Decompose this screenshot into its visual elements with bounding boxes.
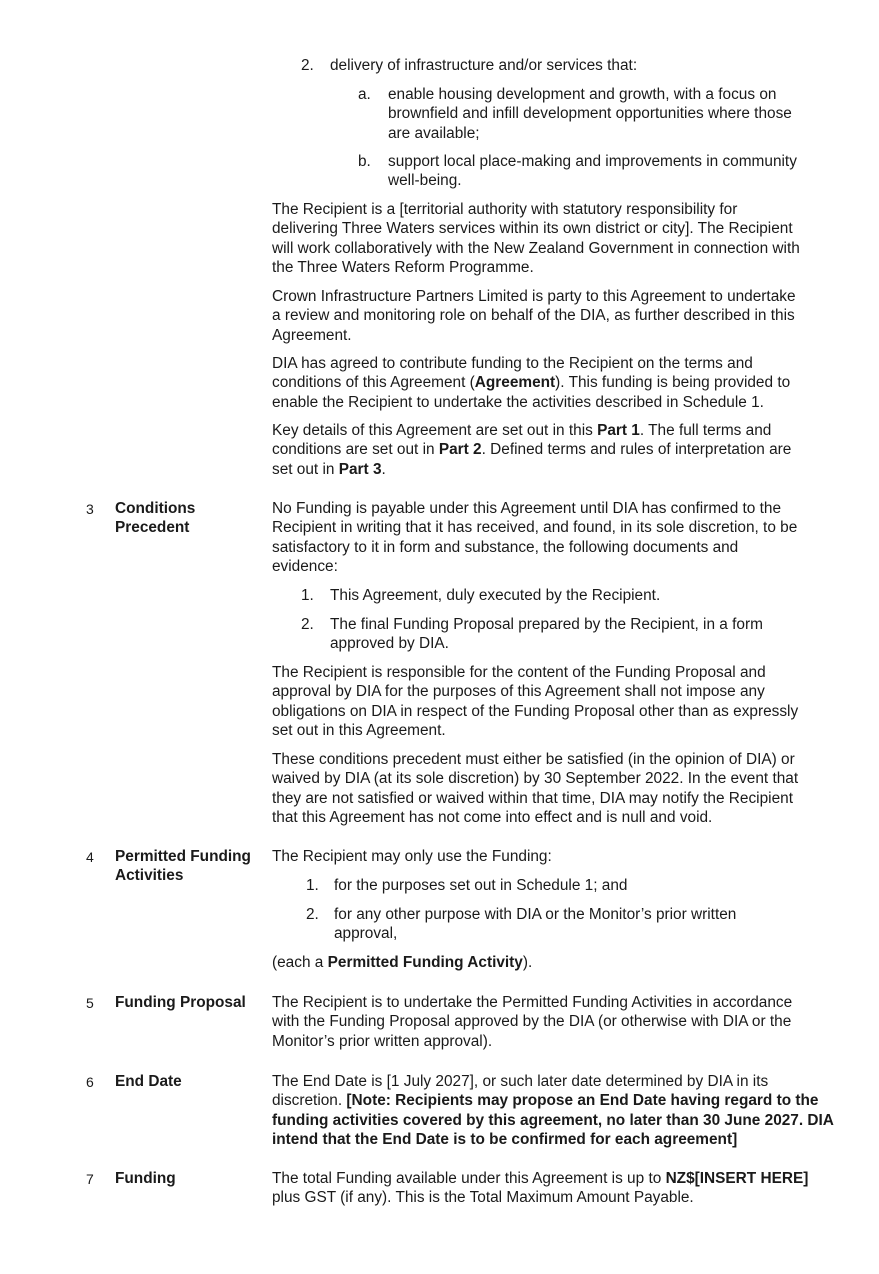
intro-paragraph-cip: Crown Infrastructure Partners Limited is party to this Agreement to undertake a review and monitoring role on behalf of the DIA, as further described in this Agreement. xyxy=(272,288,796,344)
list-marker: a. xyxy=(358,86,371,103)
list-item-text: for any other purpose with DIA or the Monitor’s prior written approval, xyxy=(334,906,737,943)
section-paragraph: No Funding is payable under this Agreement until DIA has confirmed to the Recipient in writing that it has received, and found, in its sole discretion, to be satisfactory to it in form and substance, the following documents and evidence: xyxy=(272,500,798,576)
section-number: 7 xyxy=(86,1171,94,1187)
intro-paragraph-recipient: The Recipient is a [territorial authority with statutory responsibility for delivering Three Waters services within its own district or city]. The Recipient will work collaboratively with the New Zealand Government in connection with the Three Waters Reform Programme. xyxy=(272,201,800,277)
list-marker: 1. xyxy=(306,877,319,894)
section-number: 4 xyxy=(86,849,94,865)
list-item-text: for the purposes set out in Schedule 1; and xyxy=(334,877,628,894)
section-heading: End Date xyxy=(115,1073,182,1090)
section-paragraph: The Recipient is responsible for the content of the Funding Proposal and approval by DIA for the purposes of this Agreement shall not impose any obligations on DIA in respect of the Funding Proposal other than as expressly set out in this Agreement. xyxy=(272,664,799,740)
list-item-text: support local place-making and improvements in community well-being. xyxy=(388,153,797,190)
section-paragraph: The End Date is [1 July 2027], or such later date determined by DIA in its discretion. [Note: Recipients may propose an End Date having regard to the funding activities covered by this agreement, no later than 30 June 2027. DIA intend that the End Date is to be confirmed for each agreement] xyxy=(272,1073,834,1149)
list-marker: 2. xyxy=(306,906,319,923)
intro-paragraph-funding: DIA has agreed to contribute funding to the Recipient on the terms and conditions of this Agreement (Agreement). This funding is being provided to enable the Recipient to undertake the activities described in Schedule 1. xyxy=(272,355,791,411)
list-marker: 2. xyxy=(301,57,314,74)
list-item-text: The final Funding Proposal prepared by the Recipient, in a form approved by DIA. xyxy=(330,616,763,653)
intro-paragraph-key-details: Key details of this Agreement are set out in this Part 1. The full terms and conditions are set out in Part 2. Defined terms and rules of interpretation are set out in Part 3. xyxy=(272,422,792,478)
section-paragraph: (each a Permitted Funding Activity). xyxy=(272,954,533,971)
section-heading: Conditions Precedent xyxy=(115,500,196,537)
section-number: 6 xyxy=(86,1074,94,1090)
section-number: 3 xyxy=(86,501,94,517)
section-heading: Funding Proposal xyxy=(115,994,246,1011)
list-item-text: This Agreement, duly executed by the Recipient. xyxy=(330,587,661,604)
section-paragraph: The total Funding available under this Agreement is up to NZ$[INSERT HERE] plus GST (if any). This is the Total Maximum Amount Payable. xyxy=(272,1170,809,1207)
list-marker: b. xyxy=(358,153,371,170)
list-marker: 2. xyxy=(301,616,314,633)
section-paragraph: The Recipient is to undertake the Permitted Funding Activities in accordance with the Funding Proposal approved by the DIA (or otherwise with DIA or the Monitor’s prior written approval). xyxy=(272,994,793,1050)
section-paragraph: The Recipient may only use the Funding: xyxy=(272,848,552,865)
section-paragraph: These conditions precedent must either be satisfied (in the opinion of DIA) or waived by DIA (at its sole discretion) by 30 September 2022. In the event that they are not satisfied or waived within that time, DIA may notify the Recipient that this Agreement has not come into effect and is null and void. xyxy=(272,751,799,827)
list-item-text: enable housing development and growth, with a focus on brownfield and infill development opportunities where those are available; xyxy=(388,86,792,142)
section-heading: Permitted Funding Activities xyxy=(115,848,251,885)
list-item-text: delivery of infrastructure and/or services that: xyxy=(330,57,638,74)
section-heading: Funding xyxy=(115,1170,176,1187)
list-marker: 1. xyxy=(301,587,314,604)
section-number: 5 xyxy=(86,995,94,1011)
